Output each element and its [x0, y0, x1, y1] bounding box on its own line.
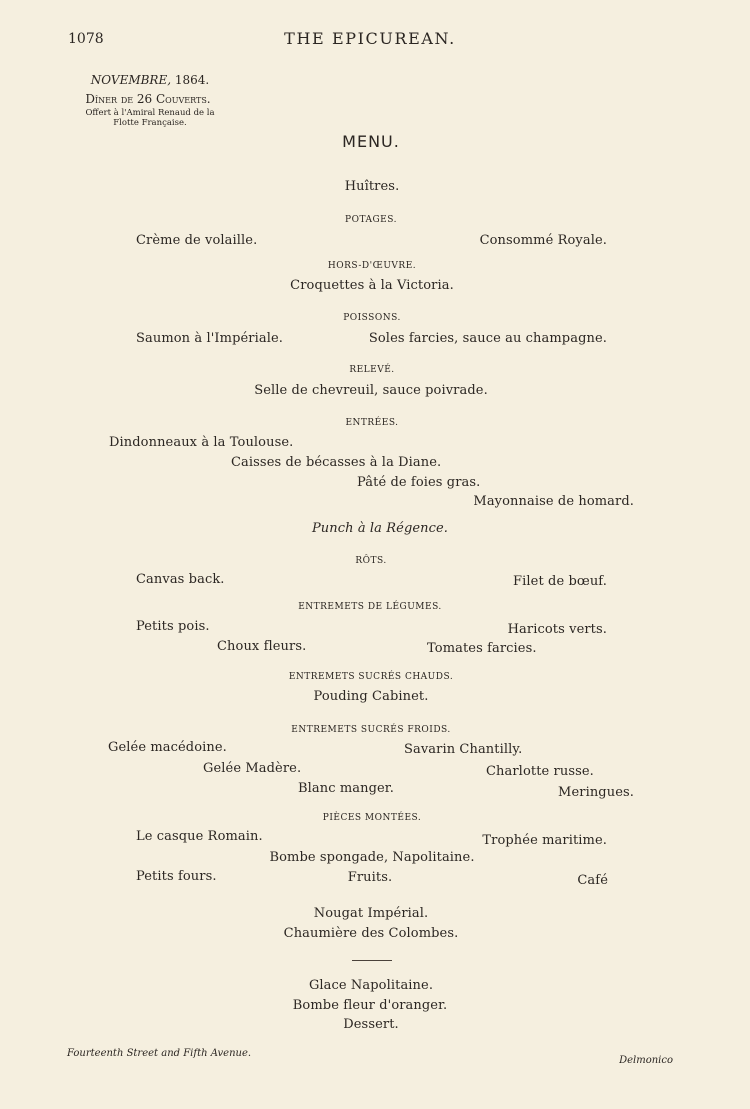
event-date [91, 74, 209, 86]
footer-address: Fourteenth Street and Fifth Avenue. [67, 1048, 252, 1059]
menu-item: Nougat Impérial. [313, 906, 429, 921]
section-heading-pieces-montees: PIÈCES MONTÉES. [322, 813, 422, 823]
menu-item: Gelée macédoine. [108, 740, 227, 755]
footer-restaurant: Delmonico [619, 1055, 673, 1066]
menu-item: Charlotte russe. [486, 764, 594, 779]
menu-item-punch: Punch à la Régence. [311, 521, 449, 536]
section-heading-sucres-froids: ENTREMETS SUCRÉS FROIDS. [291, 725, 451, 735]
menu-item: Fruits. [347, 870, 393, 885]
menu-item: Dessert. [343, 1017, 399, 1032]
menu-item: Petits pois. [136, 619, 210, 634]
menu-item: Bombe fleur d'oranger. [292, 998, 448, 1013]
menu-item: Canvas back. [136, 572, 225, 587]
section-heading-hors-doeuvre: HORS-D'ŒUVRE. [327, 261, 417, 271]
menu-item: Consommé Royale. [479, 233, 607, 248]
menu-item: Haricots verts. [507, 622, 607, 637]
event-year: 1864. [171, 73, 210, 87]
section-heading-potages: POTAGES. [345, 215, 397, 225]
menu-item: Pouding Cabinet. [313, 689, 429, 704]
menu-item-oysters: Huîtres. [344, 179, 400, 194]
menu-item: Choux fleurs. [217, 639, 307, 654]
event-offered-line1: Offert à l'Amiral Renaud de la [85, 108, 215, 118]
menu-item: Meringues. [558, 785, 634, 800]
menu-item: Café [577, 873, 608, 888]
menu-item: Petits fours. [136, 869, 217, 884]
menu-item: Trophée maritime. [482, 833, 607, 848]
event-month: NOVEMBRE, [90, 73, 172, 87]
section-heading-entremets-legumes: ENTREMETS DE LÉGUMES. [298, 602, 442, 612]
section-heading-releve: RELEVÉ. [349, 365, 395, 375]
menu-item: Saumon à l'Impériale. [136, 331, 283, 346]
menu-item: Pâté de foies gras. [357, 475, 481, 490]
menu-item: Dindonneaux à la Toulouse. [109, 435, 294, 450]
menu-item: Filet de bœuf. [513, 574, 607, 589]
running-title: THE EPICUREAN. [284, 29, 456, 48]
menu-item: Soles farcies, sauce au champagne. [368, 331, 607, 346]
menu-item: Gelée Madère. [203, 761, 302, 776]
menu-item: Mayonnaise de homard. [473, 494, 634, 509]
section-heading-entrees: ENTRÉES. [345, 418, 399, 428]
section-heading-sucres-chauds: ENTREMETS SUCRÉS CHAUDS. [288, 672, 454, 682]
menu-item: Le casque Romain. [136, 829, 263, 844]
section-heading-poissons: POISSONS. [343, 313, 401, 323]
menu-item: Selle de chevreuil, sauce poivrade. [254, 383, 488, 398]
menu-item: Bombe spongade, Napolitaine. [269, 850, 475, 865]
menu-item: Croquettes à la Victoria. [290, 278, 454, 293]
section-heading-rots: RÔTS. [355, 556, 387, 566]
event-offered-line2: Flotte Française. [113, 118, 187, 128]
menu-item: Caisses de bécasses à la Diane. [231, 455, 442, 470]
menu-title: MENU. [342, 132, 400, 151]
menu-item: Savarin Chantilly. [404, 742, 523, 757]
divider-rule [352, 960, 392, 961]
menu-item: Chaumière des Colombes. [283, 926, 459, 941]
menu-item: Blanc manger. [298, 781, 394, 796]
page-number: 1078 [68, 31, 104, 47]
menu-item: Crème de volaille. [136, 233, 258, 248]
menu-item: Glace Napolitaine. [308, 978, 434, 993]
menu-item: Tomates farcies. [427, 641, 537, 656]
event-dinner: Dîner de 26 Couverts. [85, 92, 211, 106]
